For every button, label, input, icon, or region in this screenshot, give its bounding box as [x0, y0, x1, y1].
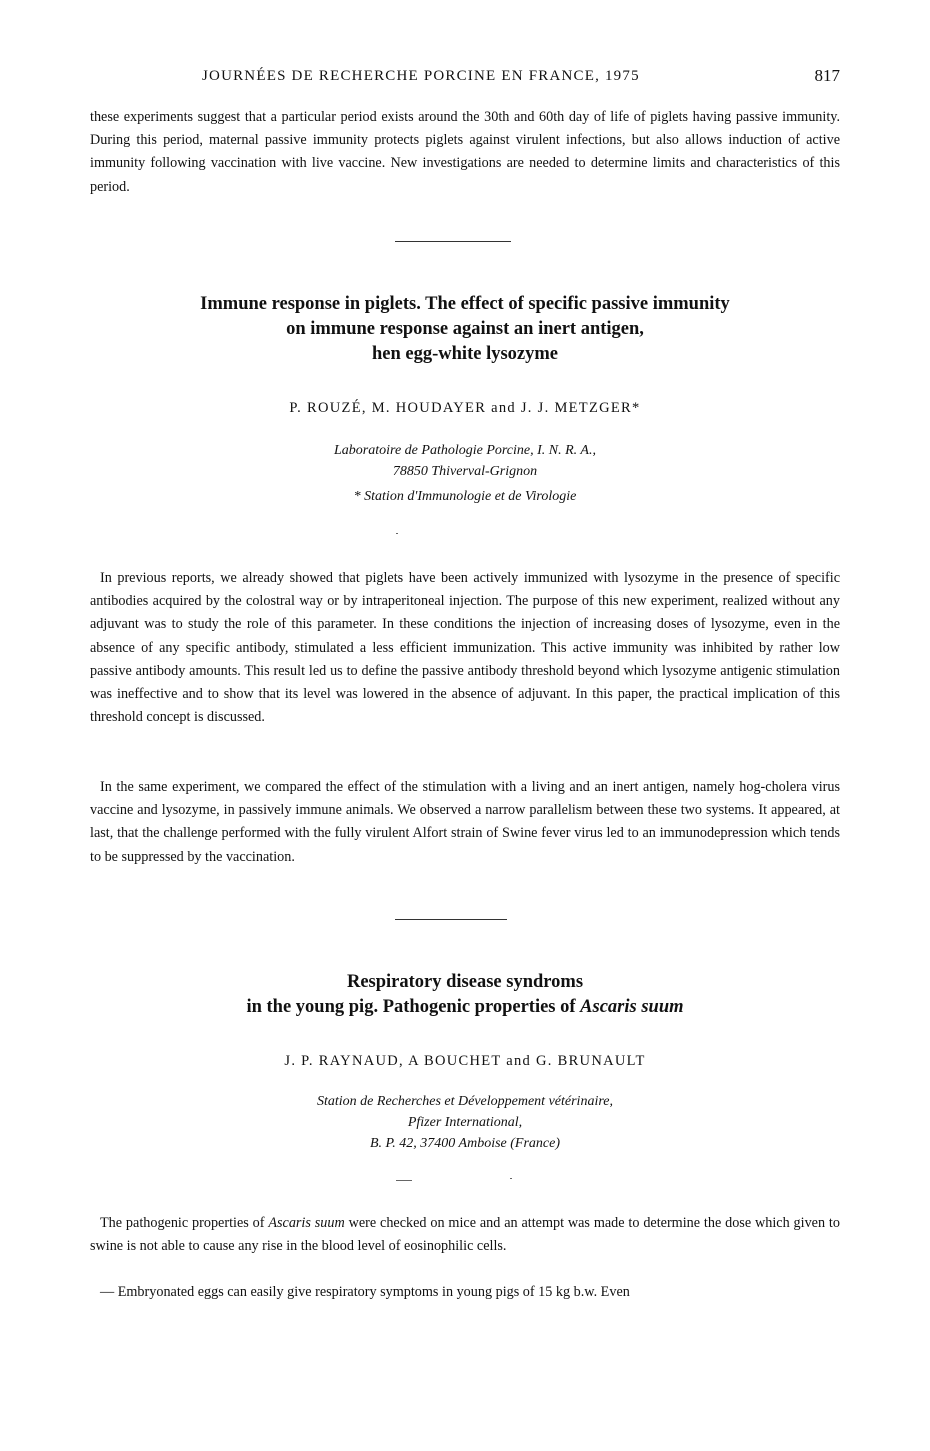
- article2-paragraph: — Embryonated eggs can easily give respiratory symptoms in young pigs of 15 kg b.w. Even: [100, 1284, 630, 1300]
- para-text: were checked on mice and an attempt was made to determine the dose which given to swine is not able to cause any rise in the blood level of eosinophilic cells.: [90, 1215, 840, 1255]
- article1-title-line: Immune response in piglets. The effect of specific passive immunity: [200, 294, 730, 314]
- article1-title-line: hen egg-white lysozyme: [372, 344, 558, 364]
- dot-mark: [396, 533, 398, 534]
- article2-paragraph: [90, 1212, 840, 1258]
- affiliation-line: Laboratoire de Pathologie Porcine, I. N. R. A.,: [334, 443, 596, 458]
- article2-title-line: [90, 995, 840, 1020]
- article2-title: [90, 970, 840, 1020]
- species-name: Ascaris suum: [268, 1215, 345, 1231]
- article2-title-line: Respiratory disease syndroms: [346, 972, 584, 992]
- intro-paragraph: these experiments suggest that a particular period exists around the 30th and 60th day of life of piglets having passive immunity. During this period, maternal passive immunity protects piglets against virulent infections, but also allows induction of active immunity following vaccination with live vaccine. New investigations are needed to determine limits and characteristics of this period.: [90, 109, 840, 195]
- para-text: The pathogenic properties of: [100, 1215, 269, 1231]
- article1-title-line: on immune response against an inert antigen,: [286, 319, 644, 339]
- article1-paragraph: In the same experiment, we compared the effect of the stimulation with a living and an inert antigen, namely hog-cholera virus vaccine and lysozyme, in passively immune animals. We observed a narrow parallelism between these two systems. It appeared, at last, that the challenge performed with the fully virulent Alfort strain of Swine fever virus led to an immunodepression which tends to be suppressed by the vaccination.: [90, 779, 840, 865]
- article1-paragraph: In previous reports, we already showed that piglets have been actively immunized with lysozyme in the presence of specific antibodies acquired by the colostral way or by intraperitoneal injection. The purpose of this new experiment, realized without any adjuvant was to study the role of this parameter. In these conditions the injection of increasing doses of lysozyme, even in the absence of any specific antibody, stimulated a less efficient immunization. This active immunity was inhibited by rather low passive antibody amounts. This result led us to define the passive antibody threshold beyond which lysozyme antigenic stimulation was ineffective and to show that its level was lowered in the absence of adjuvant. In this paper, the practical implication of this threshold concept is discussed.: [90, 570, 840, 726]
- article2-authors: J. P. RAYNAUD, A BOUCHET and G. BRUNAULT: [284, 1053, 646, 1069]
- article2-affiliation: [90, 1091, 840, 1154]
- title-text: in the young pig. Pathogenic properties of: [246, 997, 581, 1017]
- affiliation-line: Station de Recherches et Développement vétérinaire,: [317, 1094, 613, 1109]
- affiliation-line: Pfizer International,: [407, 1115, 523, 1130]
- article1-title: [90, 292, 840, 367]
- running-head: JOURNÉES DE RECHERCHE PORCINE EN FRANCE, 1975: [202, 68, 640, 84]
- affiliation-line: * Station d'Immunologie et de Virologie: [353, 489, 577, 504]
- affiliation-line: 78850 Thiverval-Grignon: [392, 464, 538, 479]
- article1-affiliation: [90, 440, 840, 507]
- dot-mark: [510, 1178, 512, 1179]
- species-name: Ascaris suum: [580, 997, 684, 1017]
- section-separator: [395, 241, 511, 242]
- short-rule: [396, 1180, 412, 1181]
- affiliation-line: B. P. 42, 37400 Amboise (France): [369, 1136, 560, 1151]
- article1-authors: P. ROUZÉ, M. HOUDAYER and J. J. METZGER*: [289, 400, 641, 416]
- page-number: 817: [814, 66, 840, 85]
- section-separator: [395, 919, 507, 920]
